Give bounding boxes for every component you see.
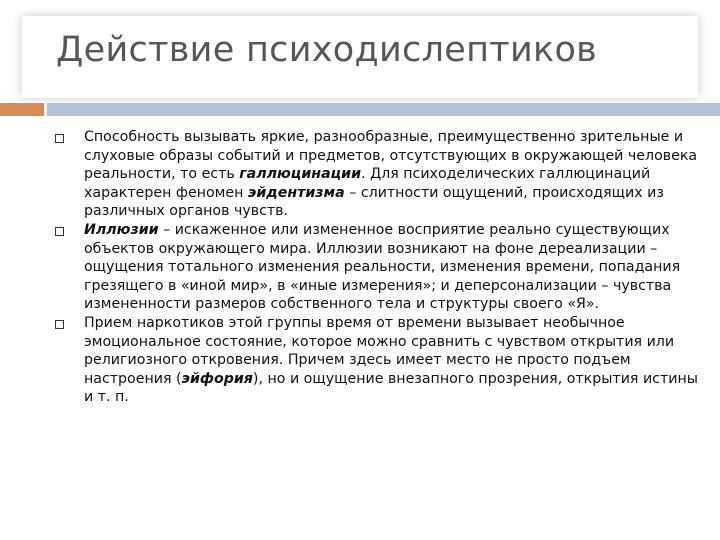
item-text: ), но и ощущение внезапного прозрения, открытия истины и т. п. (84, 370, 698, 406)
bullet-item-illusions (54, 221, 700, 314)
square-bullet-icon (55, 134, 64, 143)
bullet-item-emotional-state (54, 314, 700, 407)
slide-title: Действие психодислептиков (56, 30, 598, 70)
term-hallucinations: галлюцинации (239, 166, 362, 183)
term-illusions: Иллюзии (84, 221, 159, 238)
bullet-item-hallucinations (54, 128, 700, 221)
square-bullet-icon (55, 320, 64, 329)
item-text: – искаженное или измененное восприятие реально существующих объектов окружающего мира. Иллюзии возникают на фоне дереализации – ощущения тотального изменения реальности, изменения времени, попадания грезящего в «иной мир», в «иные измерения»; и деперсонализации – чувства измененности размеров собственного тела и структуры своего «Я». (84, 221, 681, 313)
item-text: Способность вызывать яркие, разнообразные, преимущественно зрительные и слуховые образы событий и предметов, отсутствующих в окружающей человека реальности, то есть (84, 129, 698, 183)
accent-bar-left (0, 103, 44, 116)
term-eidetism: эйдентизма (247, 184, 345, 201)
item-text: – слитности ощущений, происходящих из различных органов чувств. (84, 184, 664, 220)
item-text: . Для психоделических галлюцинаций характерен феномен (84, 166, 651, 201)
accent-bar-right (47, 103, 720, 116)
square-bullet-icon (55, 227, 64, 236)
bullet-list (54, 128, 700, 407)
term-euphoria: эйфория (181, 370, 253, 387)
item-text: Прием наркотиков этой группы время от времени вызывает необычное эмоциональное состояние, которое можно сравнить с чувством открытия или религиозного откровения. Причем здесь имеет место не просто подъем настроения ( (84, 314, 675, 387)
